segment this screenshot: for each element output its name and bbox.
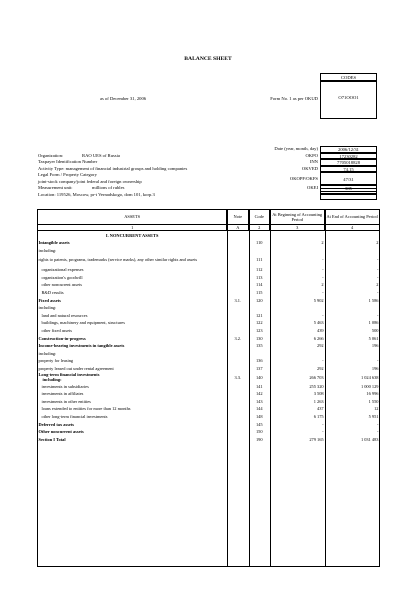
col-code-header: Code xyxy=(249,210,270,225)
unit-label: Measurement unit: xyxy=(38,185,73,190)
row-code: 148 xyxy=(255,413,263,419)
table-row xyxy=(38,266,380,274)
row-note xyxy=(227,357,249,365)
row-end-value xyxy=(325,304,380,312)
row-code: 145 xyxy=(255,421,263,427)
table-row xyxy=(38,312,380,320)
row-label: investments in other entities xyxy=(41,398,91,404)
row-end-value: - xyxy=(377,257,379,263)
row-label-line: Long-term financial investments xyxy=(38,372,100,378)
row-end-value: 1 550 xyxy=(368,398,379,404)
legal-form-value: joint-stock company/joint federal and foreign ownership xyxy=(38,178,142,184)
row-note xyxy=(227,435,249,443)
row-note xyxy=(227,246,249,254)
inn-label: INN xyxy=(309,159,318,164)
row-note xyxy=(227,239,249,247)
row-begin-value: - xyxy=(322,274,324,280)
row-label-line: including: xyxy=(42,377,62,383)
row-end-value xyxy=(325,246,380,254)
row-note xyxy=(227,289,249,297)
table-row xyxy=(38,420,380,428)
row-code: 136 xyxy=(255,358,263,364)
row-code: 113 xyxy=(256,274,263,280)
row-end-value: - xyxy=(377,274,379,280)
row-label: other long-term financial investments xyxy=(41,413,108,419)
row-note xyxy=(227,281,249,289)
row-begin-value: 292 xyxy=(317,366,324,371)
row-label: loans extended to entities for more than 12 months xyxy=(41,406,131,412)
table-row xyxy=(38,281,380,289)
taxpayer-label: Taxpayer Identification Number xyxy=(38,159,98,164)
index-cell: 3 xyxy=(270,225,325,231)
row-note: 3.3. xyxy=(234,374,242,380)
row-end-value: 1 024 638 xyxy=(360,374,379,380)
row-begin-value xyxy=(270,246,325,254)
row-note xyxy=(227,405,249,413)
row-begin-value: 6 175 xyxy=(313,413,324,419)
row-end-value xyxy=(325,231,380,239)
row-code xyxy=(249,231,270,239)
as-of-date: as of December 31, 2006 xyxy=(100,96,147,101)
legal-form-label: Legal Form / Property Category xyxy=(38,172,97,177)
codes-upper-box xyxy=(320,81,377,119)
okved-label: OKVED xyxy=(301,165,318,171)
row-label: including: xyxy=(38,350,57,356)
row-note xyxy=(227,413,249,421)
row-label: including: xyxy=(38,247,57,253)
row-code: 190 xyxy=(255,436,263,442)
row-end-value: - xyxy=(377,421,379,427)
row-label: Deferred tax assets xyxy=(38,421,75,427)
row-note xyxy=(227,390,249,398)
row-label: other fixed assets xyxy=(41,328,72,334)
date-label: Date (year, month, day) xyxy=(274,146,318,151)
row-code: 144 xyxy=(255,406,263,412)
table-row xyxy=(38,254,380,266)
row-label: investments in subsidiaries xyxy=(41,383,89,389)
table-row xyxy=(38,390,380,398)
row-end-value: 2 xyxy=(376,240,379,246)
row-code xyxy=(249,246,270,254)
row-end-value: 5 951 xyxy=(368,413,379,419)
row-note xyxy=(227,254,249,266)
row-note: 3.2. xyxy=(234,335,242,341)
index-cell: 1 xyxy=(38,225,227,231)
table-row xyxy=(38,296,380,304)
row-code: 140 xyxy=(255,374,263,380)
row-label: investments in affiliates xyxy=(41,391,84,397)
row-end-value: - xyxy=(377,312,379,318)
row-note xyxy=(227,312,249,320)
row-label: Other noncurrent assets xyxy=(38,429,84,435)
okopf-label: OKOPF/OKFS xyxy=(289,175,318,181)
row-note xyxy=(227,382,249,390)
row-end-value: 1 031 483 xyxy=(360,436,379,442)
index-cell: 2 xyxy=(249,225,270,231)
row-note xyxy=(227,319,249,327)
divider xyxy=(227,209,228,567)
row-end-value: 500 xyxy=(371,328,379,334)
row-note xyxy=(227,397,249,405)
row-begin-value: 3 508 xyxy=(313,391,324,397)
row-label: other noncurrent assets xyxy=(41,282,82,288)
form-code: O71OOO1 xyxy=(338,95,359,100)
table-row xyxy=(38,231,380,239)
row-end-value: - xyxy=(377,290,379,296)
index-cell: A xyxy=(227,225,249,231)
okei-label: OKEI xyxy=(307,185,318,190)
row-label: land and natural resources xyxy=(41,312,88,318)
row-begin-value: - xyxy=(322,290,324,296)
table-row xyxy=(38,350,380,358)
row-label: Fixed assets xyxy=(38,297,61,303)
row-label: organizational expenses xyxy=(41,267,84,273)
table-row xyxy=(38,413,380,421)
row-code: 110 xyxy=(256,240,263,246)
row-end-value: 196 xyxy=(371,366,379,371)
row-code: 141 xyxy=(255,383,263,389)
row-note xyxy=(227,428,249,436)
table-body xyxy=(38,231,380,443)
col-note-header: Note xyxy=(227,210,249,225)
row-code: 121 xyxy=(255,312,263,318)
row-begin-value: 292 xyxy=(317,343,324,349)
row-code: 122 xyxy=(255,320,263,326)
org-label: Organization: xyxy=(38,152,64,158)
row-label: R&D results xyxy=(41,290,64,296)
row-code: 115 xyxy=(256,290,263,296)
table-row xyxy=(38,319,380,327)
okei-value: 385 xyxy=(320,185,377,192)
row-code: 112 xyxy=(256,267,263,273)
row-code: 137 xyxy=(255,366,263,371)
activity-label: Activity Type: management of financial industrial groups and holding companies xyxy=(38,165,188,171)
row-label: including: xyxy=(38,305,57,311)
table-header-row xyxy=(38,210,380,225)
row-label: organization's goodwill xyxy=(41,274,83,280)
row-note xyxy=(227,420,249,428)
row-begin-value: - xyxy=(322,358,324,364)
okpo-value: 17230282 xyxy=(320,153,377,160)
row-begin-value: 2 xyxy=(321,282,324,288)
table-row xyxy=(38,428,380,436)
row-note xyxy=(227,274,249,282)
col-end-header: At End of Accounting Period xyxy=(325,210,380,225)
row-begin-value: 5 463 xyxy=(313,320,324,326)
table-row xyxy=(38,304,380,312)
row-begin-value: 255 320 xyxy=(309,383,324,389)
inn-value: 7705018828 xyxy=(320,159,377,166)
table-row xyxy=(38,405,380,413)
row-begin-value: 439 xyxy=(317,328,324,334)
row-code: 130 xyxy=(255,335,263,341)
row-begin-value xyxy=(270,350,325,358)
row-end-value: 1 000 129 xyxy=(360,383,379,389)
table-row xyxy=(38,435,380,443)
row-begin-value: 1 263 xyxy=(313,398,324,404)
row-begin-value: - xyxy=(322,267,324,273)
row-code: 123 xyxy=(255,328,263,334)
table-row xyxy=(38,357,380,365)
blank-box-2 xyxy=(320,194,377,200)
row-code: 142 xyxy=(255,391,263,397)
divider xyxy=(249,209,250,567)
row-code xyxy=(249,350,270,358)
row-label xyxy=(38,372,227,382)
okved-value: 74.15 xyxy=(320,166,377,173)
row-note xyxy=(227,266,249,274)
row-begin-value: 2 xyxy=(321,240,324,246)
table-row xyxy=(38,274,380,282)
row-begin-value: 437 xyxy=(317,406,324,412)
row-end-value: 2 xyxy=(376,282,379,288)
balance-table xyxy=(37,209,380,443)
okopf-value: 47/31 xyxy=(320,172,377,185)
row-end-value: - xyxy=(377,358,379,364)
row-label: I. NONCURRENT ASSETS xyxy=(105,232,159,238)
row-code: 111 xyxy=(256,257,263,263)
row-begin-value: 279 165 xyxy=(309,436,324,442)
table-row xyxy=(38,246,380,254)
row-end-value: - xyxy=(377,429,379,435)
row-end-value xyxy=(325,350,380,358)
row-code: 135 xyxy=(255,343,263,349)
row-end-value: 16 996 xyxy=(366,391,379,397)
row-note xyxy=(227,231,249,239)
row-label: Income-bearing investments in tangible assets xyxy=(38,343,125,349)
table-row xyxy=(38,342,380,350)
row-begin-value: 6 266 xyxy=(313,335,324,341)
row-label: Section I Total xyxy=(38,436,66,442)
row-note: 3.1. xyxy=(234,297,242,303)
table-row xyxy=(38,382,380,390)
row-end-value: 1 586 xyxy=(368,297,379,303)
row-label: buildings, machinery and equipment, structures xyxy=(41,320,125,326)
row-end-value: 5 061 xyxy=(368,335,379,341)
location: Location: 119526, Moscow, pr-t Vernadskogo, dom 101, korp.3 xyxy=(38,191,155,197)
row-note xyxy=(227,327,249,335)
row-note xyxy=(227,350,249,358)
table-row xyxy=(38,397,380,405)
row-code: 150 xyxy=(255,429,263,435)
table-row xyxy=(38,327,380,335)
table-row xyxy=(38,239,380,247)
unit-value: millions of rubles xyxy=(92,185,125,190)
row-note xyxy=(227,304,249,312)
index-cell: 4 xyxy=(325,225,380,231)
row-label: property for leasing xyxy=(38,358,74,364)
row-code: 114 xyxy=(256,282,263,288)
row-begin-value: 266 703 xyxy=(309,374,324,380)
row-begin-value: - xyxy=(322,429,324,435)
divider xyxy=(270,209,271,567)
table-row xyxy=(38,372,380,382)
page-title: BALANCE SHEET xyxy=(184,56,232,62)
row-note xyxy=(227,342,249,350)
row-begin-value: 5 902 xyxy=(313,297,324,303)
row-begin-value xyxy=(270,231,325,239)
row-begin-value: - xyxy=(322,312,324,318)
row-label: Construction-in-progress xyxy=(38,335,86,341)
row-label: property leased out under rental agreement xyxy=(38,366,114,371)
row-end-value: - xyxy=(377,267,379,273)
row-code: 143 xyxy=(255,398,263,404)
row-end-value: 196 xyxy=(371,343,379,349)
row-end-value: 1 086 xyxy=(368,320,379,326)
row-begin-value xyxy=(270,304,325,312)
col-begin-header: At Beginning of Accounting Period xyxy=(270,210,325,225)
row-begin-value: - xyxy=(322,421,324,427)
form-label: Form No. 1 as per OKUD xyxy=(270,96,318,101)
okpo-label: OKPO xyxy=(305,152,318,158)
divider xyxy=(325,209,326,567)
row-note xyxy=(227,365,249,373)
row-code xyxy=(249,304,270,312)
row-end-value: 12 xyxy=(374,406,379,412)
table-row xyxy=(38,334,380,342)
row-label: rights to patents, programs, trademarks (service marks), any other similar rights and assets xyxy=(38,257,198,263)
table-row xyxy=(38,365,380,373)
date-value: 2006/12/31 xyxy=(320,146,377,153)
row-begin-value: - xyxy=(322,257,324,263)
row-code: 120 xyxy=(255,297,263,303)
org-name: RAO UES of Russia xyxy=(82,152,120,158)
table-row xyxy=(38,289,380,297)
codes-header: CODES xyxy=(320,73,377,81)
row-label: Intangible assets xyxy=(38,240,70,246)
col-assets-header: ASSETS xyxy=(38,210,227,225)
